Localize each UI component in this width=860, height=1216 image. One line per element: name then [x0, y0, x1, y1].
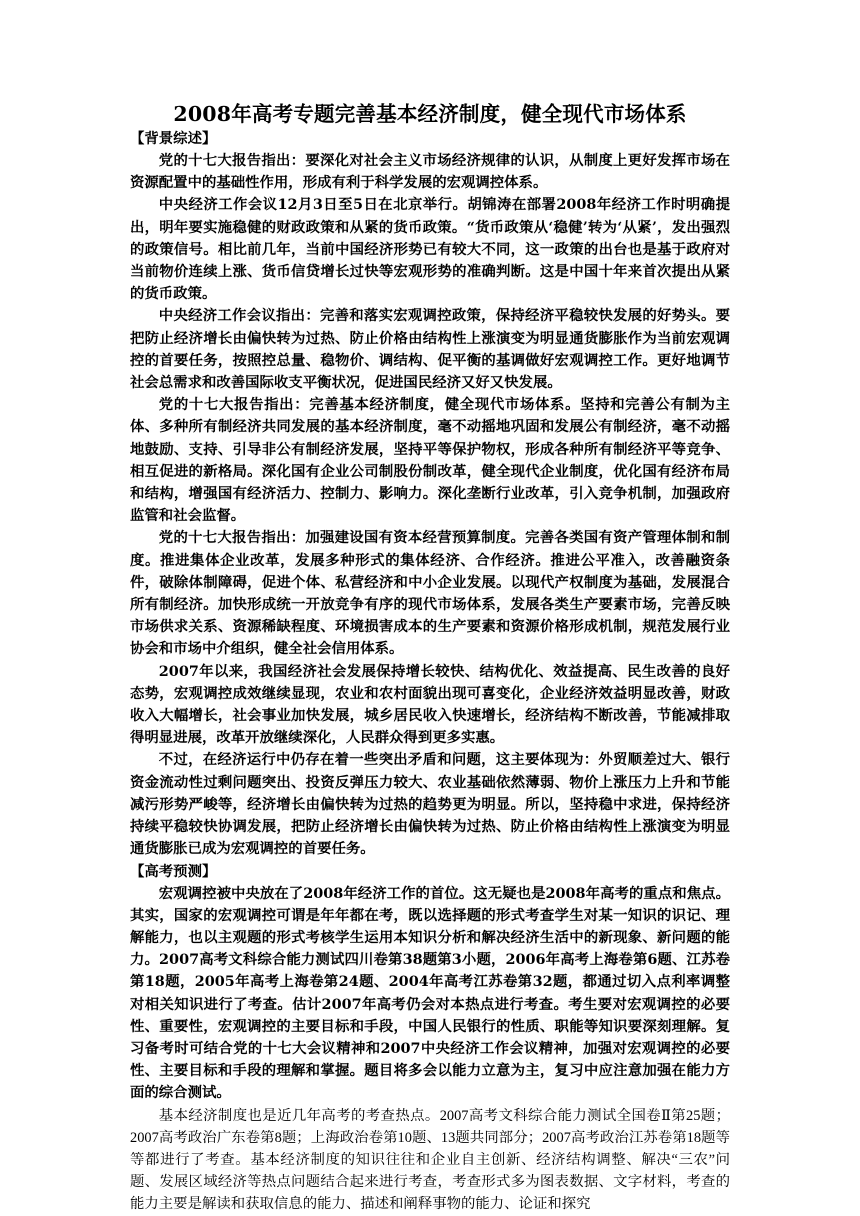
paragraph: 不过，在经济运行中仍存在着一些突出矛盾和问题，这主要体现为：外贸顺差过大、银行资金流动性过剩问题突出、投资反弹压力较大、农业基础依然薄弱、物价上涨压力上升和节能减污形势严峻等，经济增长由偏快转为过热的趋势更为明显。所以，坚持稳中求进，保持经济持续平稳较快协调发展，把防止经济增长由偏快转为过热、防止价格由结构性上涨演变为明显通货膨胀已成为宏观调控的首要任务。 — [130, 751, 730, 858]
paragraph: 基本经济制度也是近几年高考的考查热点。2007高考文科综合能力测试全国卷Ⅱ第25题；2007高考政治广东卷第8题；上海政治卷第10题、13题共同部分；2007高考政治江苏卷第18题等等都进行了考查。基本经济制度的知识往往和企业自主创新、经济结构调整、解决“三农”问题、发展区域经济等热点问题结合起来进行考查，考查形式多为图表数据、文字材料，考查的能力主要是解读和获取信息的能力、描述和阐释事物的能力、论证和探究 — [130, 1107, 730, 1213]
paragraph: 党的十七大报告指出：完善基本经济制度，健全现代市场体系。坚持和完善公有制为主体、多种所有制经济共同发展的基本经济制度，毫不动摇地巩固和发展公有制经济，毫不动摇地鼓励、支持、引导非公有制经济发展，坚持平等保护物权，形成各种所有制经济平等竞争、相互促进的新格局。深化国有企业公司制股份制改革，健全现代企业制度，优化国有经济布局和结构，增强国有经济活力、控制力、影响力。深化垄断行业改革，引入竞争机制，加强政府监管和社会监督。 — [130, 396, 730, 525]
paragraph: 2007年以来，我国经济社会发展保持增长较快、结构优化、效益提高、民生改善的良好态势，宏观调控成效继续显现，农业和农村面貌出现可喜变化，企业经济效益明显改善，财政收入大幅增长，社会事业加快发展，城乡居民收入快速增长，经济结构不断改善，节能减排取得明显进展，改革开放继续深化，人民群众得到更多实惠。 — [130, 662, 730, 747]
paragraph: 党的十七大报告指出：要深化对社会主义市场经济规律的认识，从制度上更好发挥市场在资源配置中的基础性作用，形成有利于科学发展的宏观调控体系。 — [130, 152, 730, 192]
paragraph: 中央经济工作会议12月3日至5日在北京举行。胡锦涛在部署2008年经济工作时明确提出，明年要实施稳健的财政政策和从紧的货币政策。“货币政策从‘稳健’转为‘从紧’，发出强烈的政策信号。相比前几年，当前中国经济形势已有较大不同，这一政策的出台也是基于政府对当前物价连续上涨、货币信贷增长过快等宏观形势的准确判断。这是中国十年来首次提出从紧的货币政策。 — [130, 196, 730, 303]
document-page — [130, 100, 730, 1216]
section-heading-forecast: 【高考预测】 — [130, 862, 217, 880]
section-heading-background: 【背景综述】 — [130, 130, 217, 147]
paragraph: 宏观调控被中央放在了2008年经济工作的首位。这无疑也是2008年高考的重点和焦点。其实，国家的宏观调控可谓是年年都在考，既以选择题的形式考查学生对某一知识的识记、理解能力，也以主观题的形式考核学生运用本知识分析和解决经济生活中的新现象、新问题的能力。2007高考文科综合能力测试四川卷第38题第3小题，2006年高考上海卷第6题、江苏卷第18题，2005年高考上海卷第24题、2004年高考江苏卷第32题，都通过切入点利率调整对相关知识进行了考查。估计2007年高考仍会对本热点进行考查。考生要对宏观调控的必要性、重要性，宏观调控的主要目标和手段，中国人民银行的性质、职能等知识要深刻理解。复习备考时可结合党的十七大会议精神和2007中央经济工作会议精神，加强对宏观调控的必要性、主要目标和手段的理解和掌握。题目将多会以能力立意为主，复习中应注意加强在能力方面的综合测试。 — [130, 884, 730, 1102]
section-background — [130, 128, 730, 861]
document-title: 2008年高考专题完善基本经济制度，健全现代市场体系 — [173, 102, 687, 126]
section-forecast — [130, 861, 730, 1216]
paragraph: 中央经济工作会议指出：完善和落实宏观调控政策，保持经济平稳较快发展的好势头。要把防止经济增长由偏快转为过热、防止价格由结构性上涨演变为明显通货膨胀作为当前宏观调控的首要任务，按照控总量、稳物价、调结构、促平衡的基调做好宏观调控工作。更好地调节社会总需求和改善国际收支平衡状况，促进国民经济又好又快发展。 — [130, 307, 730, 392]
paragraph: 党的十七大报告指出：加强建设国有资本经营预算制度。完善各类国有资产管理体制和制度。推进集体企业改革，发展多种形式的集体经济、合作经济。推进公平准入，改善融资条件，破除体制障碍，促进个体、私营经济和中小企业发展。以现代产权制度为基础，发展混合所有制经济。加快形成统一开放竞争有序的现代市场体系，发展各类生产要素市场，完善反映市场供求关系、资源稀缺程度、环境损害成本的生产要素和资源价格形成机制，规范发展行业协会和市场中介组织，健全社会信用体系。 — [130, 529, 730, 658]
